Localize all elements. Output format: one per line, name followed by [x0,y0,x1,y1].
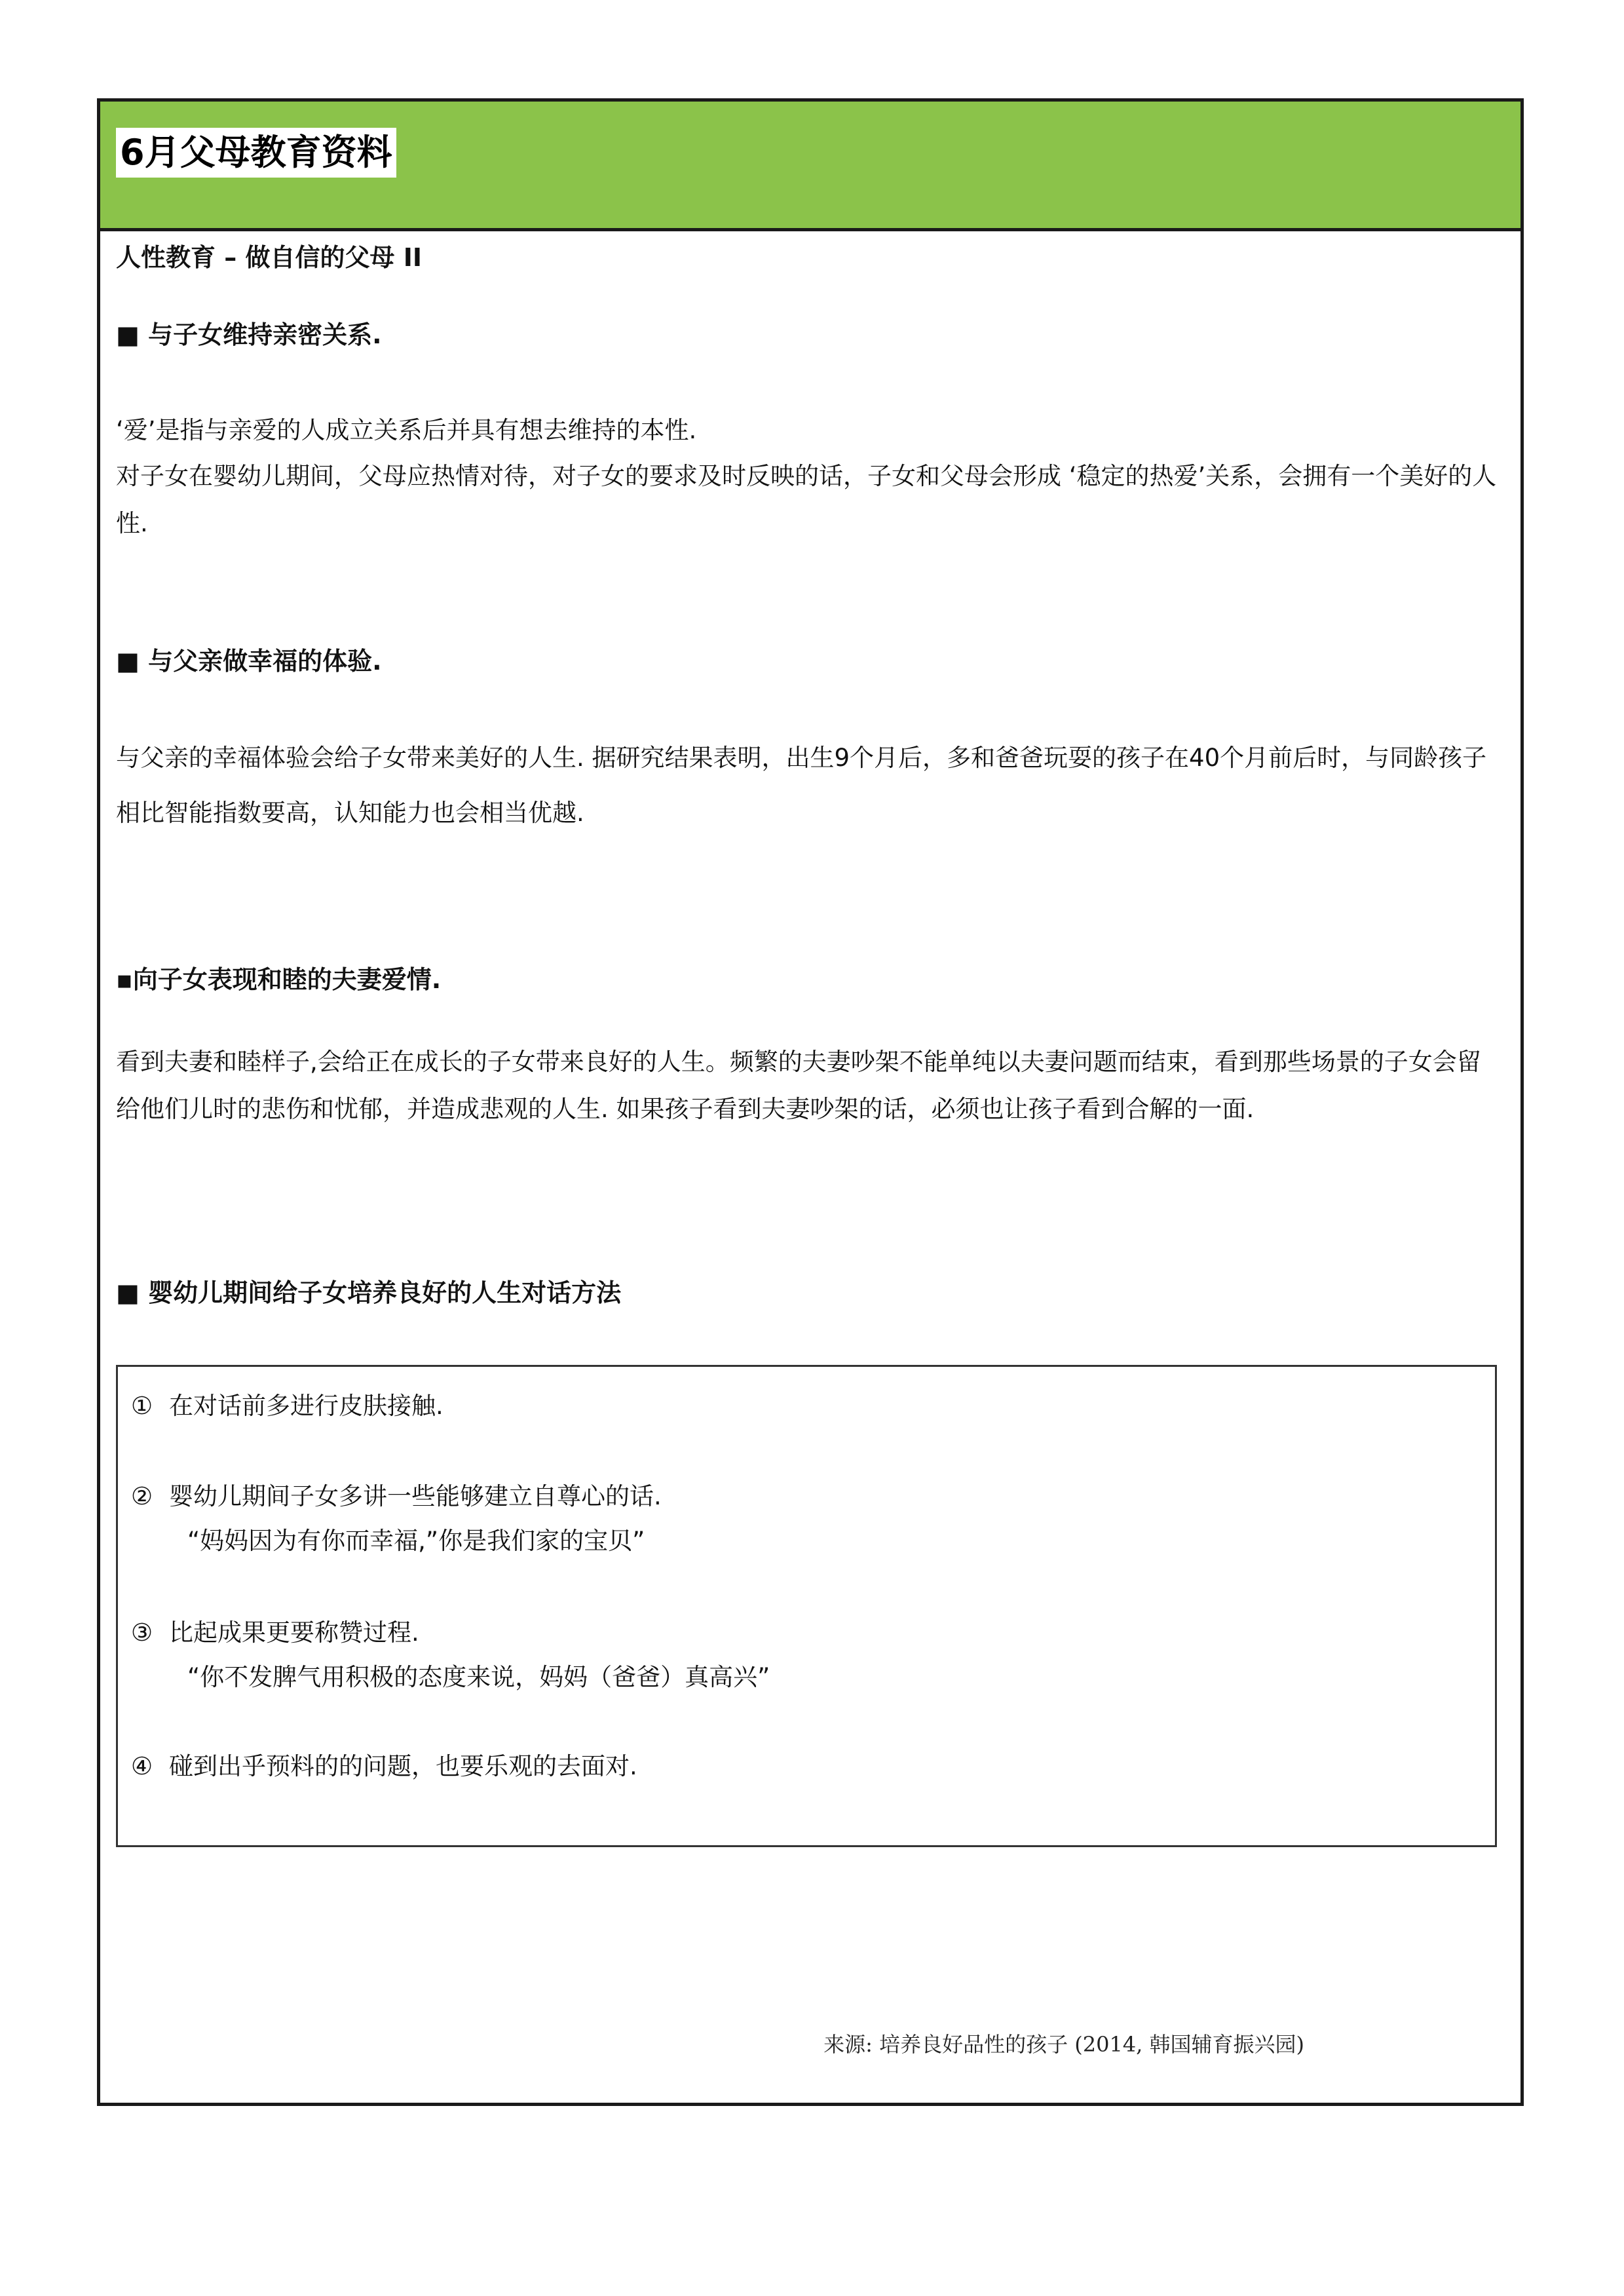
tip-number: ④ [131,1752,153,1780]
header-band [100,102,1520,231]
tip-number: ③ [131,1618,153,1647]
tip-item [131,1744,1481,1789]
tip-text: 在对话前多进行皮肤接触. [169,1392,444,1420]
tip-text: 碰到出乎预料的的问题，也要乐观的去面对. [169,1752,637,1780]
section-heading: ▪向子女表现和睦的夫妻爱情. [116,965,442,994]
tip-quote: “妈妈因为有你而幸福,”你是我们家的宝贝” [187,1527,645,1555]
tip-item [131,1611,1481,1700]
paragraph: 看到夫妻和睦样子,会给正在成长的子女带来良好的人生。频繁的夫妻吵架不能单纯以夫妻问题而结束，看到那些场景的子女会留给他们儿时的悲伤和忧郁，并造成悲观的人生. 如果孩子看到夫妻吵架的话，必须也让孩子看到合解的一面. [116,1048,1481,1123]
tip-text: 比起成果更要称赞过程. [169,1618,419,1647]
paragraph: 对子女在婴幼儿期间，父母应热情对待，对子女的要求及时反映的话，子女和父母会形成 ‘稳定的热爱’关系，会拥有一个美好的人性. [116,462,1497,537]
tip-quote: “你不发脾气用积极的态度来说，妈妈（爸爸）真高兴” [187,1663,770,1691]
tips-box [116,1365,1497,1847]
page-title: 6月父母教育资料 [116,128,396,178]
section-heading: ■ 婴幼儿期间给子女培养良好的人生对话方法 [116,1278,622,1307]
section-heading: ■ 与父亲做幸福的体验. [116,647,382,676]
tip-item [131,1474,1481,1563]
tip-number: ② [131,1482,153,1510]
tip-text: 婴幼儿期间子女多讲一些能够建立自尊心的话. [169,1482,662,1510]
subtitle: 人性教育 – 做自信的父母 II [116,243,422,272]
document-frame [97,98,1524,2106]
tip-item [131,1384,1481,1428]
tip-number: ① [131,1392,153,1420]
source-citation: 来源: 培养良好品性的孩子 (2014, 韩国辅育振兴园) [823,2032,1304,2057]
section-heading: ■ 与子女维持亲密关系. [116,320,382,349]
paragraph: ‘爱’是指与亲爱的人成立关系后并具有想去维持的本性. [116,416,697,444]
paragraph: 与父亲的幸福体验会给子女带来美好的人生. 据研究结果表明，出生9个月后，多和爸爸玩耍的孩子在40个月前后时，与同龄孩子相比智能指数要高，认知能力也会相当优越. [116,744,1487,827]
